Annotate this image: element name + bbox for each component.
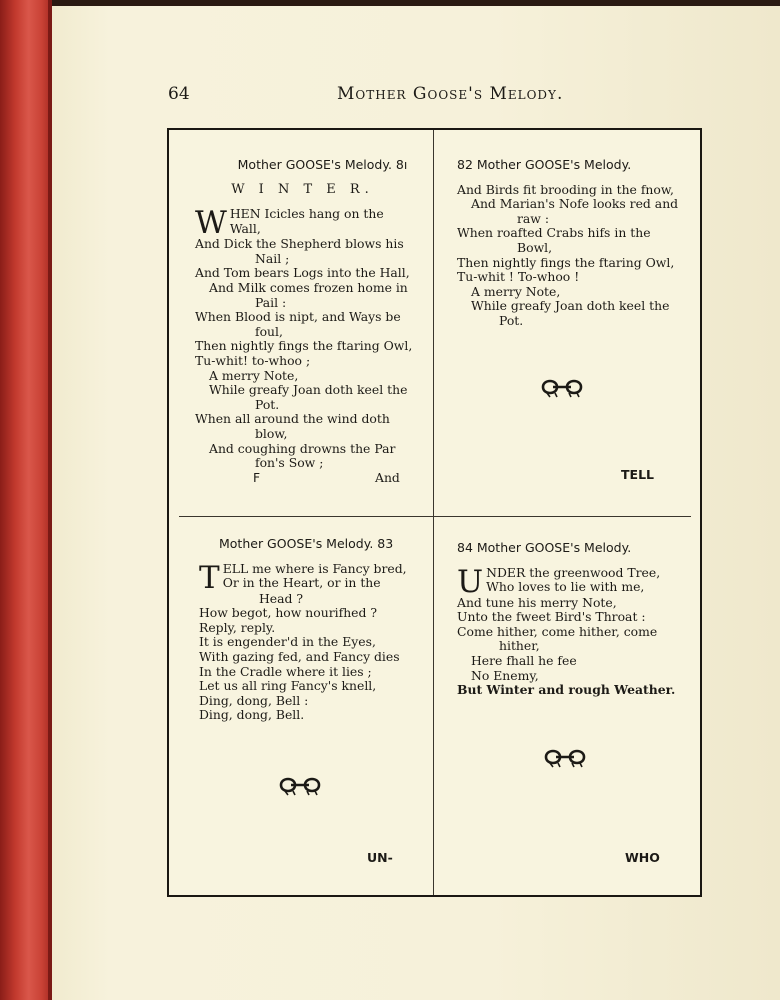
page-title: Mother Goose's Melody. (337, 84, 564, 104)
panel-winter (195, 157, 413, 487)
vertical-divider (433, 130, 434, 895)
verse-line: ELL me where is Fancy bred, (222, 560, 407, 576)
verse-line: HEN Icicles hang on the (229, 206, 384, 222)
verse-line: While greafy Joan doth keel the (209, 382, 408, 398)
verse-line: Unto the fweet Bird's Throat : (457, 609, 646, 625)
verse-line: Bowl, (517, 239, 553, 255)
verse-line: And Dick the Shepherd blows his (195, 236, 404, 252)
verse-line: Here fhall he fee (471, 652, 577, 668)
verse-line: Nail ; (255, 250, 290, 266)
verse-line: hither, (499, 638, 540, 654)
catchword: TELL (621, 467, 654, 482)
printers-ornament-icon (542, 746, 588, 768)
verse-line: In the Cradle where it lies ; (199, 663, 372, 679)
verse-line: Pot. (255, 396, 280, 412)
horizontal-divider (179, 516, 691, 517)
verse-line: Then nightly fings the ftaring Owl, (457, 254, 675, 270)
panel-header: Mother GOOSE's Melody. 83 (219, 536, 394, 551)
verse-line: When roafted Crabs hifs in the (457, 225, 651, 241)
verse-line: With gazing fed, and Fancy dies (199, 648, 400, 664)
verse-line: Wall, (229, 220, 261, 236)
verse-line: When all around the wind doth (195, 411, 390, 427)
drop-cap: W (195, 205, 227, 242)
verse-line: But Winter and rough Weather. (457, 682, 676, 698)
drop-cap: U (457, 563, 484, 600)
page-number: 64 (168, 84, 190, 104)
verse-line: Reply, reply. (199, 619, 276, 635)
panel-greenwood (457, 541, 689, 698)
verse-line: Pail : (255, 294, 287, 310)
book-spine-edge (0, 0, 52, 1000)
verse-line: Then nightly fings the ftaring Owl, (195, 338, 413, 354)
verse-line: Or in the Heart, or in the (222, 575, 381, 591)
verse-line: And coughing drowns the Par (209, 440, 396, 456)
verse-line: It is engender'd in the Eyes, (199, 634, 376, 650)
verse-line: And Birds fit brooding in the fnow, (457, 181, 674, 197)
verse-line: And tune his merry Note, (457, 594, 617, 610)
running-head (52, 84, 780, 114)
panel-fancy (199, 537, 414, 723)
verse-line: And Marian's Nofe looks red and (471, 196, 679, 212)
verse-line: blow, (255, 425, 288, 441)
catchword: And (375, 469, 400, 485)
panel-header: Mother GOOSE's Melody. 8ı (237, 157, 408, 172)
verse-line: Ding, dong, Bell : (199, 692, 309, 708)
verse-line: NDER the greenwood Tree, (486, 564, 661, 580)
verse-line: While greafy Joan doth keel the (471, 298, 670, 314)
panel-winter-continued (457, 158, 689, 329)
verse-line: foul, (255, 323, 283, 339)
verse-line: When Blood is nipt, and Ways be (195, 309, 401, 325)
verse-line: Pot. (499, 312, 524, 328)
drop-cap: T (199, 559, 220, 596)
verse-line: Let us all ring Fancy's knell, (199, 678, 377, 694)
printers-ornament-icon (277, 774, 323, 796)
facsimile-frame (167, 128, 702, 897)
verse-line: Tu-whit ! To-whoo ! (457, 269, 580, 285)
verse-line: raw : (517, 210, 550, 226)
verse-line: Head ? (259, 590, 304, 606)
catchword: WHO (625, 850, 660, 865)
verse-line: fon's Sow ; (255, 455, 324, 471)
verse-line: Come hither, come hither, come (457, 623, 658, 639)
printers-ornament-icon (539, 376, 585, 398)
verse-line: Ding, dong, Bell. (199, 707, 305, 723)
verse-line: A merry Note, (471, 283, 561, 299)
verse-line: A merry Note, (209, 367, 299, 383)
verse-line: Tu-whit! to-whoo ; (195, 352, 311, 368)
panel-header: 82 Mother GOOSE's Melody. (457, 157, 632, 172)
verse-line: And Milk comes frozen home in (209, 279, 408, 295)
signature-mark: F (253, 469, 261, 485)
verse-line: No Enemy, (471, 667, 539, 683)
book-page (52, 6, 780, 1000)
poem-title: W I N T E R. (231, 181, 374, 197)
verse-line: How begot, how nourifhed ? (199, 605, 378, 621)
catchword: UN- (367, 850, 393, 865)
verse-line: And Tom bears Logs into the Hall, (195, 265, 410, 281)
verse-line: Who loves to lie with me, (486, 579, 645, 595)
panel-header: 84 Mother GOOSE's Melody. (457, 540, 632, 555)
